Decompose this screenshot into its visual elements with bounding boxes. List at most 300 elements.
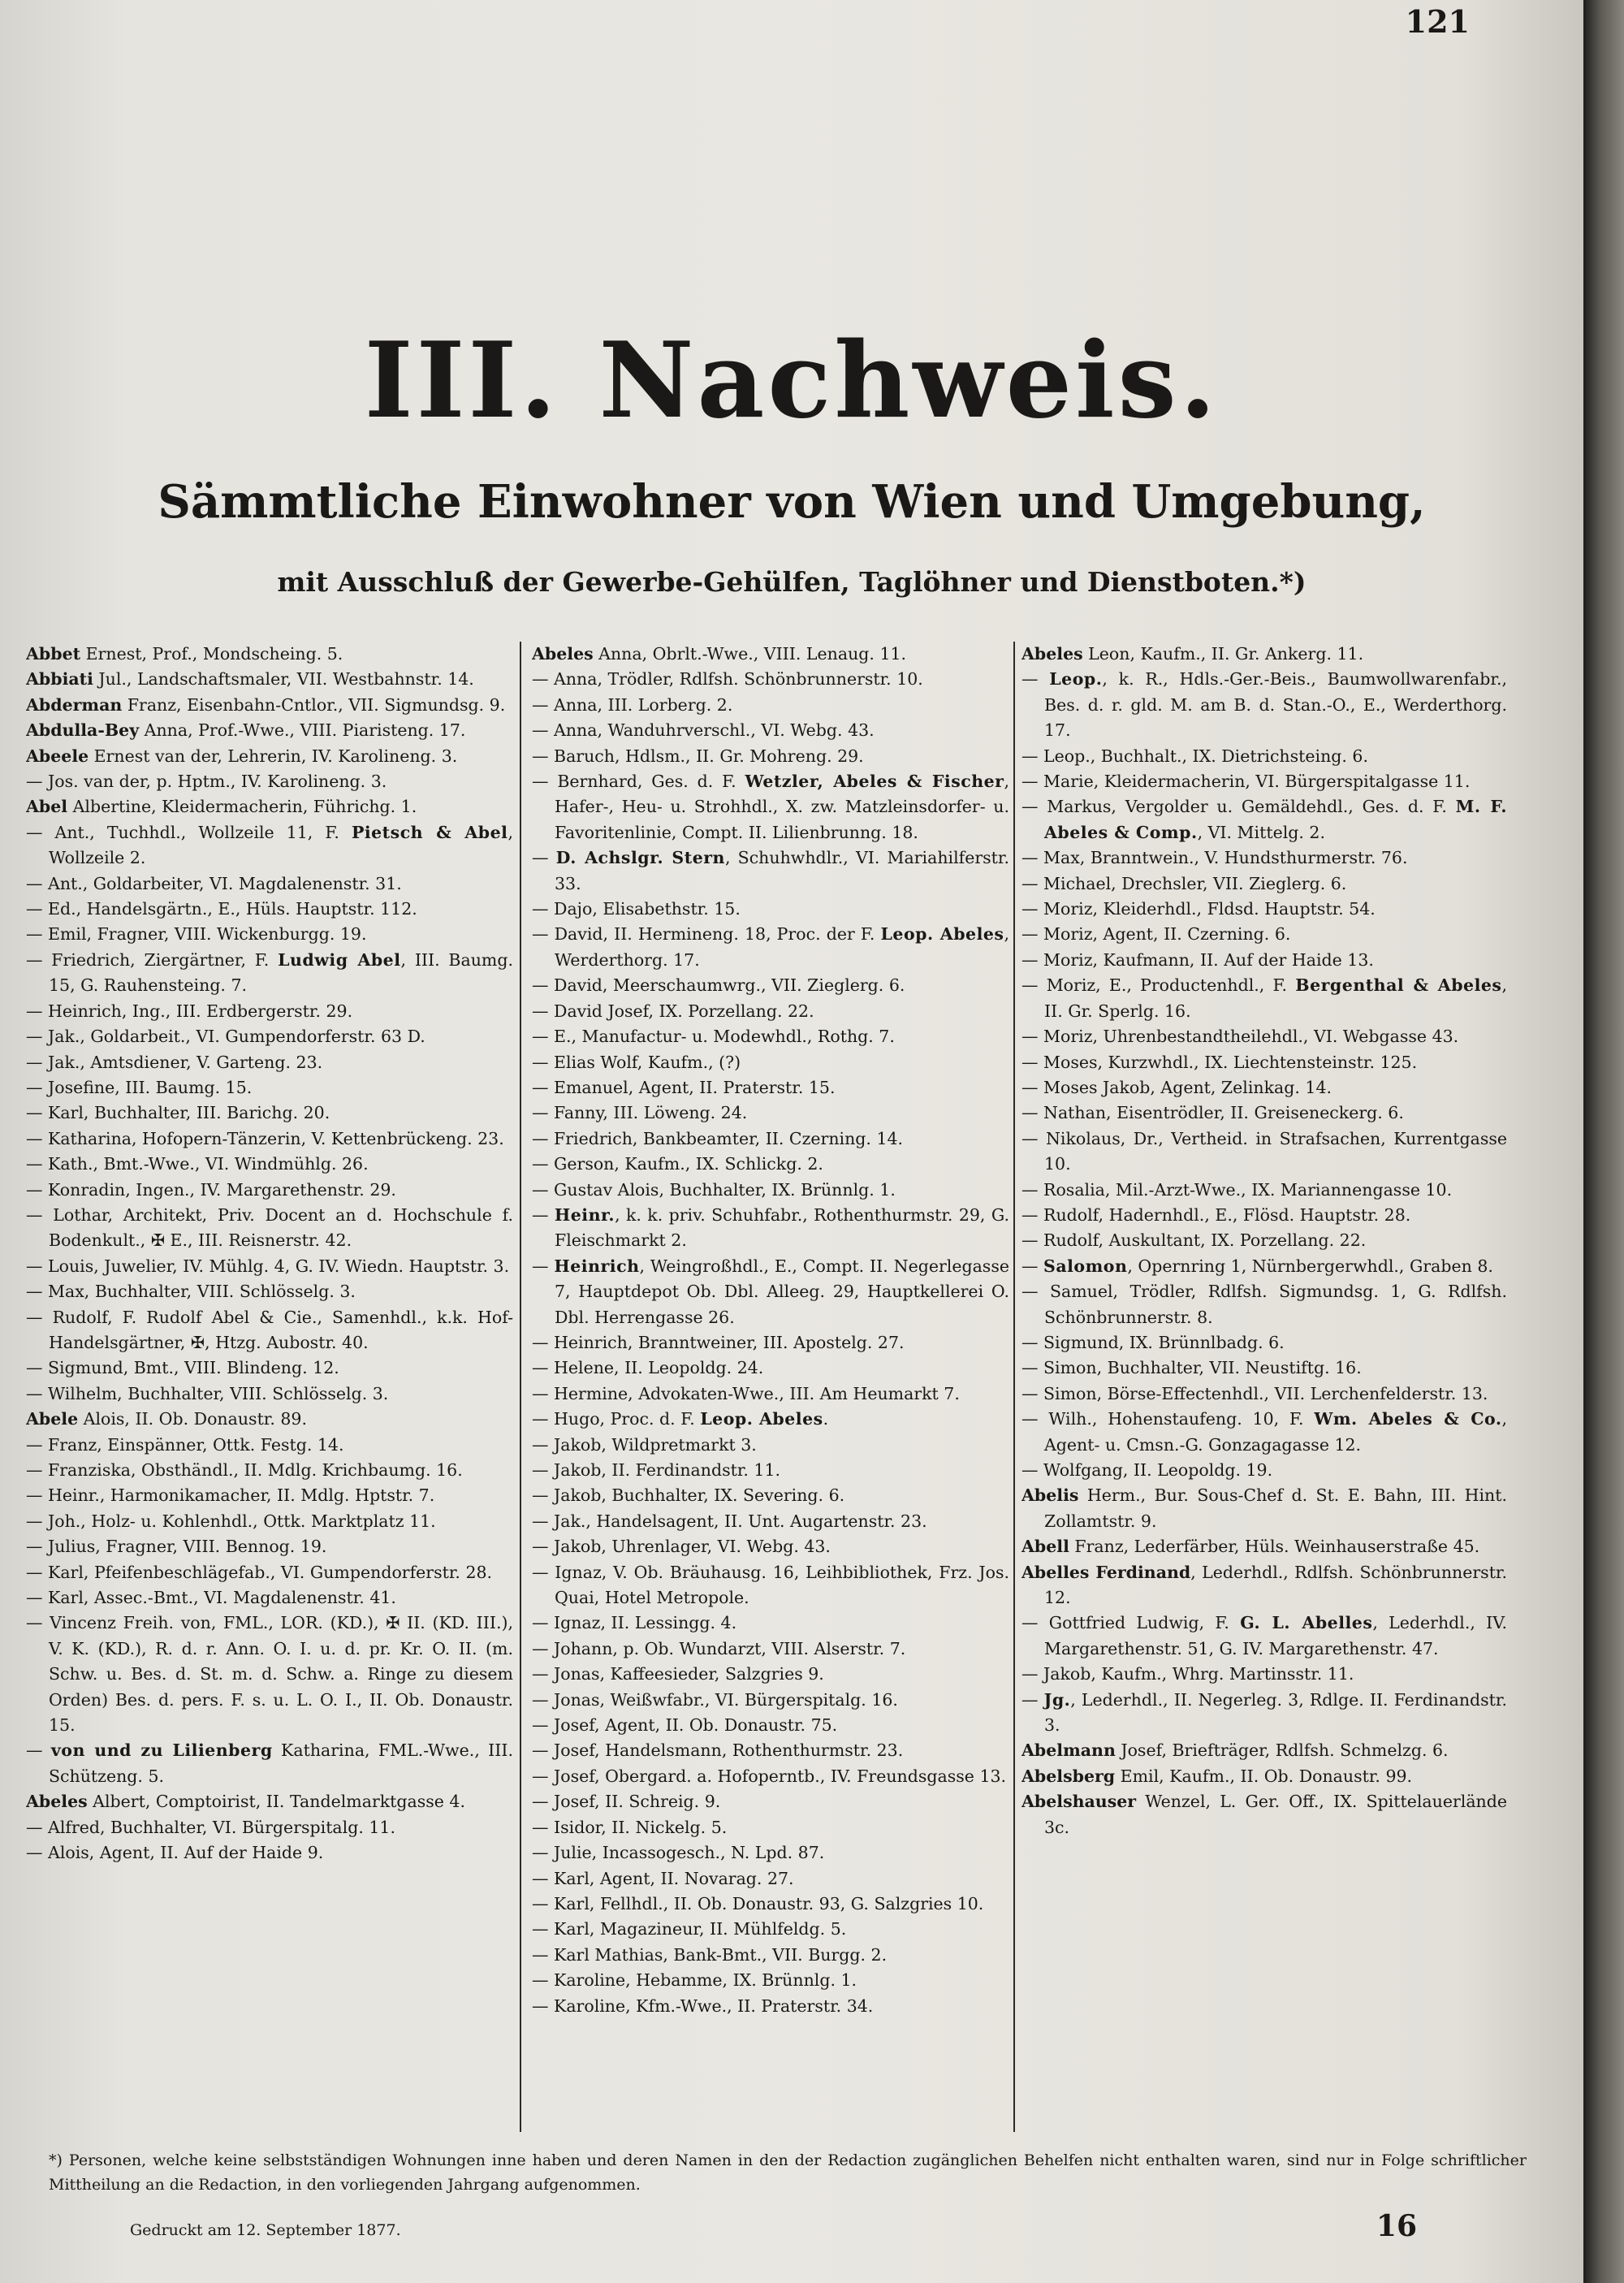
entry-text: — Konradin, Ingen., IV. Margarethenstr. 29. xyxy=(26,1179,396,1200)
entry-surname: Abelles Ferdinand xyxy=(1021,1562,1191,1582)
entry-text: Albert, Comptoirist, II. Tandelmarktgasse 4. xyxy=(87,1792,465,1812)
entry-text: — Karl, Buchhalter, III. Barichg. 20. xyxy=(26,1103,330,1123)
entry-text: — Rosalia, Mil.-Arzt-Wwe., IX. Mariannengasse 10. xyxy=(1021,1179,1453,1200)
entry-text: — Wilh., Hohenstaufeng. 10, F. xyxy=(1021,1409,1315,1429)
entry-text: Wenzel, L. Ger. Off., IX. Spittelauerlände 3c. xyxy=(1044,1792,1507,1837)
directory-entry xyxy=(532,1688,1009,1713)
directory-entry xyxy=(26,897,513,922)
directory-entry xyxy=(532,642,1009,667)
entry-text: — xyxy=(1021,669,1050,690)
directory-entry xyxy=(532,1407,1009,1432)
directory-entry xyxy=(1021,1279,1507,1330)
column-3 xyxy=(1021,642,1507,2144)
entry-surname: Abdulla-Bey xyxy=(26,720,140,741)
directory-entry xyxy=(532,1789,1009,1814)
directory-entry xyxy=(26,1407,513,1432)
entry-text: — xyxy=(532,1204,555,1225)
entry-text-tail: , II. Gr. Sperlg. 16. xyxy=(1044,975,1507,1021)
entry-text: — Helene, II. Leopoldg. 24. xyxy=(532,1358,764,1378)
directory-entry xyxy=(26,1305,513,1356)
directory-entry xyxy=(26,1126,513,1152)
entry-surname: Abderman xyxy=(26,694,123,715)
directory-entry xyxy=(532,1534,1009,1559)
entry-text-tail: , Weingroßhdl., E., Compt. II. Negerlegasse 7, Hauptdepot Ob. Dbl. Alleeg. 29, Hauptkellerei O. Dbl. Herrengasse 26. xyxy=(555,1256,1009,1327)
entry-firm: Heinr. xyxy=(554,1204,615,1225)
directory-entry xyxy=(26,744,513,769)
entry-text: — Jonas, Weißwfabr., VI. Bürgerspitalg. 16. xyxy=(532,1689,898,1710)
entry-text: — Heinr., Harmonikamacher, II. Mdlg. Hptstr. 7. xyxy=(26,1485,435,1506)
entry-text: — Rudolf, Auskultant, IX. Porzellang. 22. xyxy=(1021,1230,1367,1251)
directory-entry xyxy=(26,1534,513,1559)
directory-entry xyxy=(26,922,513,947)
directory-entry xyxy=(26,1509,513,1534)
directory-entry xyxy=(1021,667,1507,743)
directory-entry xyxy=(532,897,1009,922)
entry-surname: Abeles xyxy=(26,1792,88,1812)
directory-entry xyxy=(1021,1024,1507,1049)
directory-entry xyxy=(26,693,513,718)
entry-text: Anna, Obrlt.-Wwe., VIII. Lenaug. 11. xyxy=(593,644,907,664)
entry-text: — Michael, Drechsler, VII. Zieglerg. 6. xyxy=(1021,873,1347,893)
entry-text: — Lothar, Architekt, Priv. Docent an d. Hochschule f. Bodenkult., ✠ E., III. Reisnerstr. 42. xyxy=(26,1204,513,1251)
directory-entry xyxy=(26,1585,513,1611)
entry-text: Alois, II. Ob. Donaustr. 89. xyxy=(78,1409,307,1429)
entry-text: — Moriz, Uhrenbestandtheilehdl., VI. Webgasse 43. xyxy=(1021,1027,1459,1047)
entry-text: — Anna, Wanduhrverschl., VI. Webg. 43. xyxy=(532,720,875,741)
entry-firm: Wetzler, Abeles & Fischer xyxy=(745,772,1004,792)
directory-entry xyxy=(1021,1100,1507,1126)
entry-surname: Abele xyxy=(26,1409,79,1429)
entry-text: — Vincenz Freih. von, FML., LOR. (KD.), ✠ II. (KD. III.), V. K. (KD.), R. d. r. Ann. O. I. u. d. pr. Kr. O. II. (m. Schw. u. Bes. d. St. m. d. Schw. a. Ringe zu diesem Orden) Bes. d. pers. F. s. u. L. O. I., II. Ob. Donaustr. 15. xyxy=(26,1613,513,1736)
entry-text: — Nikolaus, Dr., Vertheid. in Strafsachen, Kurrentgasse 10. xyxy=(1021,1128,1507,1174)
entry-text: — David, II. Hermineng. 18, Proc. der F. xyxy=(532,924,881,945)
directory-entry xyxy=(532,1637,1009,1662)
entry-text-tail: , III. Baumg. 15, G. Rauhensteing. 7. xyxy=(49,949,513,996)
entry-text: — Karl, Pfeifenbeschlägefab., VI. Gumpendorferstr. 28. xyxy=(26,1562,493,1582)
page-number: 121 xyxy=(1405,3,1470,40)
directory-entry xyxy=(532,1024,1009,1049)
entry-text: — Isidor, II. Nickelg. 5. xyxy=(532,1817,728,1837)
directory-entry xyxy=(532,999,1009,1024)
directory-entry xyxy=(532,1968,1009,1993)
entry-text: — Ignaz, V. Ob. Bräuhausg. 16, Leihbibliothek, Frz. Jos. Quai, Hotel Metropole. xyxy=(532,1562,1009,1608)
entry-text: — Julie, Incassogesch., N. Lpd. 87. xyxy=(532,1843,825,1863)
column-2 xyxy=(532,642,1009,2144)
entry-firm: Wm. Abeles & Co. xyxy=(1314,1409,1502,1429)
directory-entry xyxy=(26,1100,513,1126)
entry-text-tail: , Lederhdl., II. Negerleg. 3, Rdlge. II. Ferdinandstr. 3. xyxy=(1044,1689,1507,1736)
entry-text: — Alfred, Buchhalter, VI. Bürgerspitalg. 11. xyxy=(26,1817,395,1837)
entry-text: — Louis, Juwelier, IV. Mühlg. 4, G. IV. Wiedn. Hauptstr. 3. xyxy=(26,1256,510,1276)
entry-firm: Leop. Abeles xyxy=(700,1409,823,1429)
directory-entry xyxy=(26,1611,513,1738)
directory-entry xyxy=(532,1483,1009,1508)
directory-entry xyxy=(26,1738,513,1789)
directory-entry xyxy=(1021,1126,1507,1178)
directory-entry xyxy=(532,1866,1009,1892)
directory-entry xyxy=(26,1178,513,1203)
directory-entry xyxy=(26,1050,513,1075)
entry-text: Emil, Kaufm., II. Ob. Donaustr. 99. xyxy=(1115,1766,1413,1786)
entry-text-tail: , k. R., Hdls.-Ger.-Beis., Baumwollwarenfabr., Bes. d. r. gld. M. am B. d. Stan.-O., E., Werderthorg. 17. xyxy=(1044,669,1507,741)
entry-text: Anna, Prof.-Wwe., VIII. Piaristeng. 17. xyxy=(139,720,466,741)
entry-text: — Markus, Vergolder u. Gemäldehdl., Ges. d. F. xyxy=(1021,797,1456,817)
directory-entry xyxy=(532,1815,1009,1840)
entry-text: — Heinrich, Ing., III. Erdbergerstr. 29. xyxy=(26,1001,353,1021)
entry-text: — Moses, Kurzwhdl., IX. Liechtensteinstr. 125. xyxy=(1021,1052,1418,1072)
entry-text: — David Josef, IX. Porzellang. 22. xyxy=(532,1001,814,1021)
entry-text: — Joh., Holz- u. Kohlenhdl., Ottk. Marktplatz 11. xyxy=(26,1511,436,1531)
directory-entry xyxy=(26,1152,513,1177)
directory-entry xyxy=(1021,948,1507,973)
entry-firm: Jg. xyxy=(1043,1689,1071,1710)
entry-text: — Karoline, Hebamme, IX. Brünnlg. 1. xyxy=(532,1970,857,1991)
entry-text: — Max, Branntwein., V. Hundsthurmerstr. 76. xyxy=(1021,848,1408,868)
entry-text: — Dajo, Elisabethstr. 15. xyxy=(532,899,741,919)
entry-surname: Abeele xyxy=(26,746,89,766)
entry-firm: Bergenthal & Abeles xyxy=(1295,975,1502,996)
entry-text: Josef, Briefträger, Rdlfsh. Schmelzg. 6. xyxy=(1115,1740,1449,1761)
directory-entry xyxy=(532,1764,1009,1789)
section-note: mit Ausschluß der Gewerbe-Gehülfen, Taglöhner und Dienstboten.*) xyxy=(277,566,1307,598)
directory-entry xyxy=(1021,922,1507,947)
entry-text: — Julius, Fragner, VIII. Bennog. 19. xyxy=(26,1537,327,1557)
entry-text: — Moriz, Kaufmann, II. Auf der Haide 13. xyxy=(1021,949,1374,970)
directory-entry xyxy=(26,1203,513,1254)
entry-text: — Jonas, Kaffeesieder, Salzgries 9. xyxy=(532,1664,824,1684)
entry-surname: Abelis xyxy=(1021,1485,1079,1506)
entry-text: — Karl, Magazineur, II. Mühlfeldg. 5. xyxy=(532,1919,847,1939)
directory-entry xyxy=(26,1075,513,1100)
directory-entry xyxy=(26,718,513,743)
directory-entry xyxy=(1021,744,1507,769)
entry-text: — Jak., Amtsdiener, V. Garteng. 23. xyxy=(26,1052,323,1072)
footnote: *) Personen, welche keine selbstständigen Wohnungen inne haben und deren Namen in den der Redaction zugänglichen Behelfen nicht enthalten waren, sind nur in Folge schriftlicher Mittheilung an die Redaction, in den vorliegenden Jahrgang aufgenommen. xyxy=(49,2151,1527,2194)
directory-entry xyxy=(532,1917,1009,1942)
directory-entry xyxy=(532,1738,1009,1763)
directory-entry xyxy=(532,1203,1009,1254)
entry-firm: Salomon xyxy=(1043,1256,1128,1276)
entry-text: Albertine, Kleidermacherin, Führichg. 1. xyxy=(67,797,417,817)
directory-entry xyxy=(26,1254,513,1279)
entry-text: Franz, Eisenbahn-Cntlor., VII. Sigmundsg. 9. xyxy=(122,694,506,715)
column-divider xyxy=(1013,642,1015,2132)
entry-text: — Jakob, II. Ferdinandstr. 11. xyxy=(532,1460,781,1480)
directory-entry xyxy=(532,693,1009,718)
entry-text: — Josefine, III. Baumg. 15. xyxy=(26,1077,253,1097)
directory-entry xyxy=(1021,1611,1507,1662)
entry-firm: Leop. xyxy=(1049,669,1103,690)
entry-surname: Abbiati xyxy=(26,669,93,690)
directory-entry xyxy=(1021,1789,1507,1840)
entry-text: — xyxy=(1021,1256,1044,1276)
entry-text: — Ed., Handelsgärtn., E., Hüls. Hauptstr. 112. xyxy=(26,899,417,919)
entry-text: — Fanny, III. Löweng. 24. xyxy=(532,1103,748,1123)
entry-text: — Moriz, E., Productenhdl., F. xyxy=(1021,975,1296,996)
directory-entry xyxy=(26,1433,513,1458)
entry-text-tail: . xyxy=(823,1409,829,1429)
entry-text: — Josef, II. Schreig. 9. xyxy=(532,1792,721,1812)
directory-entry xyxy=(1021,1381,1507,1407)
directory-entry xyxy=(532,922,1009,973)
entry-text: — Nathan, Eisentrödler, II. Greiseneckerg. 6. xyxy=(1021,1103,1404,1123)
directory-entry xyxy=(532,973,1009,998)
directory-entry xyxy=(532,1178,1009,1203)
directory-entry xyxy=(1021,1483,1507,1534)
entry-surname: Abbet xyxy=(26,644,81,664)
entry-text: — Jakob, Kaufm., Whrg. Martinsstr. 11. xyxy=(1021,1664,1354,1684)
entry-text: — Karl Mathias, Bank-Bmt., VII. Burgg. 2. xyxy=(532,1944,888,1965)
entry-text: — Hermine, Advokaten-Wwe., III. Am Heumarkt 7. xyxy=(532,1383,960,1403)
directory-entry xyxy=(532,1356,1009,1381)
directory-entry xyxy=(1021,871,1507,897)
entry-firm: D. Achslgr. Stern xyxy=(555,848,725,868)
entry-text: — xyxy=(26,1740,51,1761)
entry-text: — Gerson, Kaufm., IX. Schlickg. 2. xyxy=(532,1154,823,1174)
entry-text: — Wilhelm, Buchhalter, VIII. Schlösselg. 3. xyxy=(26,1383,389,1403)
directory-entry xyxy=(1021,1534,1507,1559)
directory-entry xyxy=(26,1560,513,1585)
entry-text: — Moriz, Agent, II. Czerning. 6. xyxy=(1021,924,1291,945)
book-edge xyxy=(1583,0,1624,2283)
entry-surname: Abell xyxy=(1021,1537,1069,1557)
entry-firm: von und zu Lilienberg xyxy=(50,1740,273,1761)
directory-entry xyxy=(26,1381,513,1407)
directory-entry xyxy=(26,871,513,897)
entry-text: — Ignaz, II. Lessingg. 4. xyxy=(532,1613,737,1633)
entry-text: — Simon, Börse-Effectenhdl., VII. Lerchenfelderstr. 13. xyxy=(1021,1383,1488,1403)
directory-entry xyxy=(532,1662,1009,1687)
entry-text: — Jakob, Wildpretmarkt 3. xyxy=(532,1434,757,1455)
entry-text: — Katharina, Hofopern-Tänzerin, V. Kettenbrückeng. 23. xyxy=(26,1128,504,1148)
entry-text: Franz, Lederfärber, Hüls. Weinhauserstraße 45. xyxy=(1069,1537,1480,1557)
directory-entry xyxy=(532,1254,1009,1330)
entry-text-tail: , Lederhdl., IV. Margarethenstr. 51, G. IV. Margarethenstr. 47. xyxy=(1044,1613,1507,1658)
entry-text: — Emil, Fragner, VIII. Wickenburgg. 19. xyxy=(26,924,367,945)
entry-text: Leon, Kaufm., II. Gr. Ankerg. 11. xyxy=(1082,644,1364,664)
entry-text: — Rudolf, F. Rudolf Abel & Cie., Samenhdl., k.k. Hof-Handelsgärtner, ✠, Htzg. Aubostr. 40. xyxy=(26,1307,513,1352)
directory-entry xyxy=(1021,845,1507,871)
entry-text-tail: , VI. Mittelg. 2. xyxy=(1197,822,1325,842)
entry-text: — xyxy=(532,1256,555,1276)
entry-text: — Gustav Alois, Buchhalter, IX. Brünnlg. 1. xyxy=(532,1179,896,1200)
directory-entry xyxy=(1021,1075,1507,1100)
entry-text: — Karl, Agent, II. Novarag. 27. xyxy=(532,1868,794,1888)
directory-entry xyxy=(532,1458,1009,1483)
directory-entry xyxy=(1021,1050,1507,1075)
directory-entry xyxy=(532,1126,1009,1152)
directory-entry xyxy=(532,1100,1009,1126)
entry-text-tail: , Hafer-, Heu- u. Strohhdl., X. zw. Matzleinsdorfer- u. Favoritenlinie, Compt. II. Lilienbrunng. 18. xyxy=(555,772,1009,842)
section-subtitle: Sämmtliche Einwohner von Wien und Umgebung, xyxy=(158,475,1426,529)
directory-entry xyxy=(1021,794,1507,845)
entry-text: — Rudolf, Hadernhdl., E., Flösd. Hauptstr. 28. xyxy=(1021,1204,1411,1225)
entry-surname: Abeles xyxy=(1021,644,1083,664)
directory-entry xyxy=(532,1433,1009,1458)
entry-text: — Heinrich, Branntweiner, III. Apostelg. 27. xyxy=(532,1332,905,1352)
directory-entry xyxy=(26,1024,513,1049)
entry-text: — Sigmund, Bmt., VIII. Blindeng. 12. xyxy=(26,1358,339,1378)
entry-text: — Franz, Einspänner, Ottk. Festg. 14. xyxy=(26,1434,344,1455)
directory-entry xyxy=(532,769,1009,845)
entry-text: — Simon, Buchhalter, VII. Neustiftg. 16. xyxy=(1021,1358,1362,1378)
print-date: Gedruckt am 12. September 1877. xyxy=(130,2221,401,2239)
directory-entry xyxy=(1021,1407,1507,1458)
entry-text: — Johann, p. Ob. Wundarzt, VIII. Alserstr. 7. xyxy=(532,1638,906,1658)
entry-text: — Wolfgang, II. Leopoldg. 19. xyxy=(1021,1460,1273,1480)
entry-text: — Baruch, Hdlsm., II. Gr. Mohreng. 29. xyxy=(532,746,864,766)
directory-entry xyxy=(26,948,513,999)
directory-entry xyxy=(532,667,1009,692)
entry-text: Jul., Landschaftsmaler, VII. Westbahnstr. 14. xyxy=(93,669,474,690)
entry-firm: Leop. Abeles xyxy=(880,924,1004,945)
entry-text-tail: , Agent- u. Cmsn.-G. Gonzagagasse 12. xyxy=(1044,1409,1507,1455)
entry-text-tail: , Schuhwhdlr., VI. Mariahilferstr. 33. xyxy=(555,848,1009,893)
directory-entry xyxy=(26,794,513,819)
directory-entry xyxy=(532,1611,1009,1636)
directory-entry xyxy=(26,1483,513,1508)
entry-text: — Karoline, Kfm.-Wwe., II. Praterstr. 34. xyxy=(532,1995,874,2016)
entry-text: — Samuel, Trödler, Rdlfsh. Sigmundsg. 1, G. Rdlfsh. Schönbrunnerstr. 8. xyxy=(1021,1282,1507,1327)
entry-text: — Kath., Bmt.-Wwe., VI. Windmühlg. 26. xyxy=(26,1154,369,1174)
entry-text: — Moriz, Kleiderhdl., Fldsd. Hauptstr. 54. xyxy=(1021,899,1376,919)
entry-text: — Hugo, Proc. d. F. xyxy=(532,1409,701,1429)
directory-entry xyxy=(1021,1254,1507,1279)
column-1 xyxy=(26,642,513,2144)
entry-text: — Elias Wolf, Kaufm., (?) xyxy=(532,1052,741,1072)
directory-entry xyxy=(1021,1356,1507,1381)
entry-text: — Marie, Kleidermacherin, VI. Bürgerspitalgasse 11. xyxy=(1021,772,1471,792)
entry-firm: Heinrich xyxy=(554,1256,640,1276)
directory-entry xyxy=(26,1356,513,1381)
entry-text: — Franziska, Obsthändl., II. Mdlg. Krichbaumg. 16. xyxy=(26,1460,463,1480)
entry-text: — Anna, III. Lorberg. 2. xyxy=(532,694,733,715)
directory-entry xyxy=(26,1458,513,1483)
entry-text: — Alois, Agent, II. Auf der Haide 9. xyxy=(26,1843,324,1863)
entry-text: — xyxy=(532,848,556,868)
entry-text: Ernest, Prof., Mondscheing. 5. xyxy=(80,644,343,664)
directory-entry xyxy=(532,1892,1009,1917)
entry-surname: Abeles xyxy=(532,644,594,664)
directory-entry xyxy=(1021,1560,1507,1611)
directory-entry xyxy=(1021,1764,1507,1789)
entry-text-tail: , Opernring 1, Nürnbergerwhdl., Graben 8. xyxy=(1127,1256,1493,1276)
entry-firm: Ludwig Abel xyxy=(278,949,401,970)
entry-text: — Jak., Goldarbeit., VI. Gumpendorferstr. 63 D. xyxy=(26,1027,425,1047)
entry-text: — Leop., Buchhalt., IX. Dietrichsteing. 6. xyxy=(1021,746,1368,766)
entry-text: — David, Meerschaumwrg., VII. Zieglerg. 6. xyxy=(532,975,905,996)
entry-text-tail: Katharina, FML.-Wwe., III. Schützeng. 5. xyxy=(49,1740,513,1786)
directory-entry xyxy=(532,1330,1009,1356)
entry-text: — E., Manufactur- u. Modewhdl., Rothg. 7. xyxy=(532,1027,895,1047)
entry-text: — Ant., Tuchhdl., Wollzeile 11, F. xyxy=(26,822,352,842)
entry-text: — Friedrich, Ziergärtner, F. xyxy=(26,949,279,970)
directory-entry xyxy=(1021,1738,1507,1763)
entry-text: — Josef, Handelsmann, Rothenthurmstr. 23. xyxy=(532,1740,904,1761)
directory-entry xyxy=(26,1789,513,1814)
directory-entry xyxy=(532,1943,1009,1968)
directory-entry xyxy=(532,1509,1009,1534)
directory-entry xyxy=(532,1560,1009,1611)
entry-text: — Anna, Trödler, Rdlfsh. Schönbrunnerstr. 10. xyxy=(532,669,923,690)
directory-entry xyxy=(532,1075,1009,1100)
entry-text: — Jakob, Uhrenlager, VI. Webg. 43. xyxy=(532,1537,831,1557)
entry-text: — Ant., Goldarbeiter, VI. Magdalenenstr. 31. xyxy=(26,873,402,893)
directory-entry xyxy=(532,845,1009,897)
directory-entry xyxy=(1021,1458,1507,1483)
directory-entry xyxy=(532,1152,1009,1177)
entry-surname: Abelshauser xyxy=(1021,1792,1137,1812)
entry-text: , Lederhdl., Rdlfsh. Schönbrunnerstr. 12. xyxy=(1044,1562,1507,1608)
entry-text: — Friedrich, Bankbeamter, II. Czerning. 14. xyxy=(532,1128,904,1148)
entry-surname: Abelmann xyxy=(1021,1740,1116,1761)
directory-entry xyxy=(1021,973,1507,1024)
entry-text: Herm., Bur. Sous-Chef d. St. E. Bahn, III. Hint. Zollamtstr. 9. xyxy=(1044,1485,1507,1531)
directory-entry xyxy=(1021,1330,1507,1356)
directory-entry xyxy=(26,999,513,1024)
directory-entry xyxy=(26,1279,513,1304)
entry-firm: M. F. Abeles & Comp. xyxy=(1044,797,1507,842)
entry-text: — Josef, Obergard. a. Hofoperntb., IV. Freundsgasse 13. xyxy=(532,1766,1007,1786)
entry-surname: Abelsberg xyxy=(1021,1766,1116,1786)
entry-text: — xyxy=(1021,1689,1044,1710)
entry-text: — Jos. van der, p. Hptm., IV. Karolineng. 3. xyxy=(26,772,387,792)
entry-text-tail: , Wollzeile 2. xyxy=(49,822,513,868)
entry-firm: Pietsch & Abel xyxy=(351,822,508,842)
directory-entry xyxy=(532,1840,1009,1866)
entry-text: — Bernhard, Ges. d. F. xyxy=(532,772,745,792)
entry-text: — Gottfried Ludwig, F. xyxy=(1021,1613,1241,1633)
directory-entry xyxy=(26,642,513,667)
directory-entry xyxy=(532,744,1009,769)
directory-entry xyxy=(532,1713,1009,1738)
entry-text-tail: , k. k. priv. Schuhfabr., Rothenthurmstr. 29, G. Fleischmarkt 2. xyxy=(555,1204,1009,1251)
directory-entry xyxy=(1021,1203,1507,1228)
directory-entry xyxy=(532,718,1009,743)
entry-text: Ernest van der, Lehrerin, IV. Karolineng. 3. xyxy=(89,746,458,766)
entry-text: — Max, Buchhalter, VIII. Schlösselg. 3. xyxy=(26,1282,356,1302)
entry-text: — Karl, Fellhdl., II. Ob. Donaustr. 93, G. Salzgries 10. xyxy=(532,1893,984,1913)
sheet-number: 16 xyxy=(1376,2209,1417,2243)
directory-entry xyxy=(26,820,513,871)
column-divider xyxy=(520,642,521,2132)
directory-entry xyxy=(1021,1662,1507,1687)
entry-text: — Josef, Agent, II. Ob. Donaustr. 75. xyxy=(532,1715,838,1736)
entry-text: — Sigmund, IX. Brünnlbadg. 6. xyxy=(1021,1332,1285,1352)
directory-entry xyxy=(1021,1228,1507,1253)
entry-text: — Jakob, Buchhalter, IX. Severing. 6. xyxy=(532,1485,845,1506)
directory-entry xyxy=(26,1840,513,1866)
directory-entry xyxy=(26,769,513,794)
entry-text: — Moses Jakob, Agent, Zelinkag. 14. xyxy=(1021,1077,1332,1097)
directory-entry xyxy=(1021,1688,1507,1739)
entry-text-tail: , Werderthorg. 17. xyxy=(555,924,1009,970)
entry-text: — Jak., Handelsagent, II. Unt. Augartenstr. 23. xyxy=(532,1511,927,1531)
directory-entry xyxy=(1021,769,1507,794)
directory-entry xyxy=(26,667,513,692)
directory-entry xyxy=(1021,1178,1507,1203)
entry-firm: G. L. Abelles xyxy=(1240,1613,1373,1633)
directory-entry xyxy=(1021,897,1507,922)
directory-entry xyxy=(532,1381,1009,1407)
entry-text: — Karl, Assec.-Bmt., VI. Magdalenenstr. 41. xyxy=(26,1588,396,1608)
entry-text: — Emanuel, Agent, II. Praterstr. 15. xyxy=(532,1077,836,1097)
directory-entry xyxy=(532,1050,1009,1075)
section-title: III. Nachweis. xyxy=(364,320,1220,442)
entry-surname: Abel xyxy=(26,797,68,817)
directory-entry xyxy=(532,1994,1009,2019)
directory-entry xyxy=(1021,642,1507,667)
